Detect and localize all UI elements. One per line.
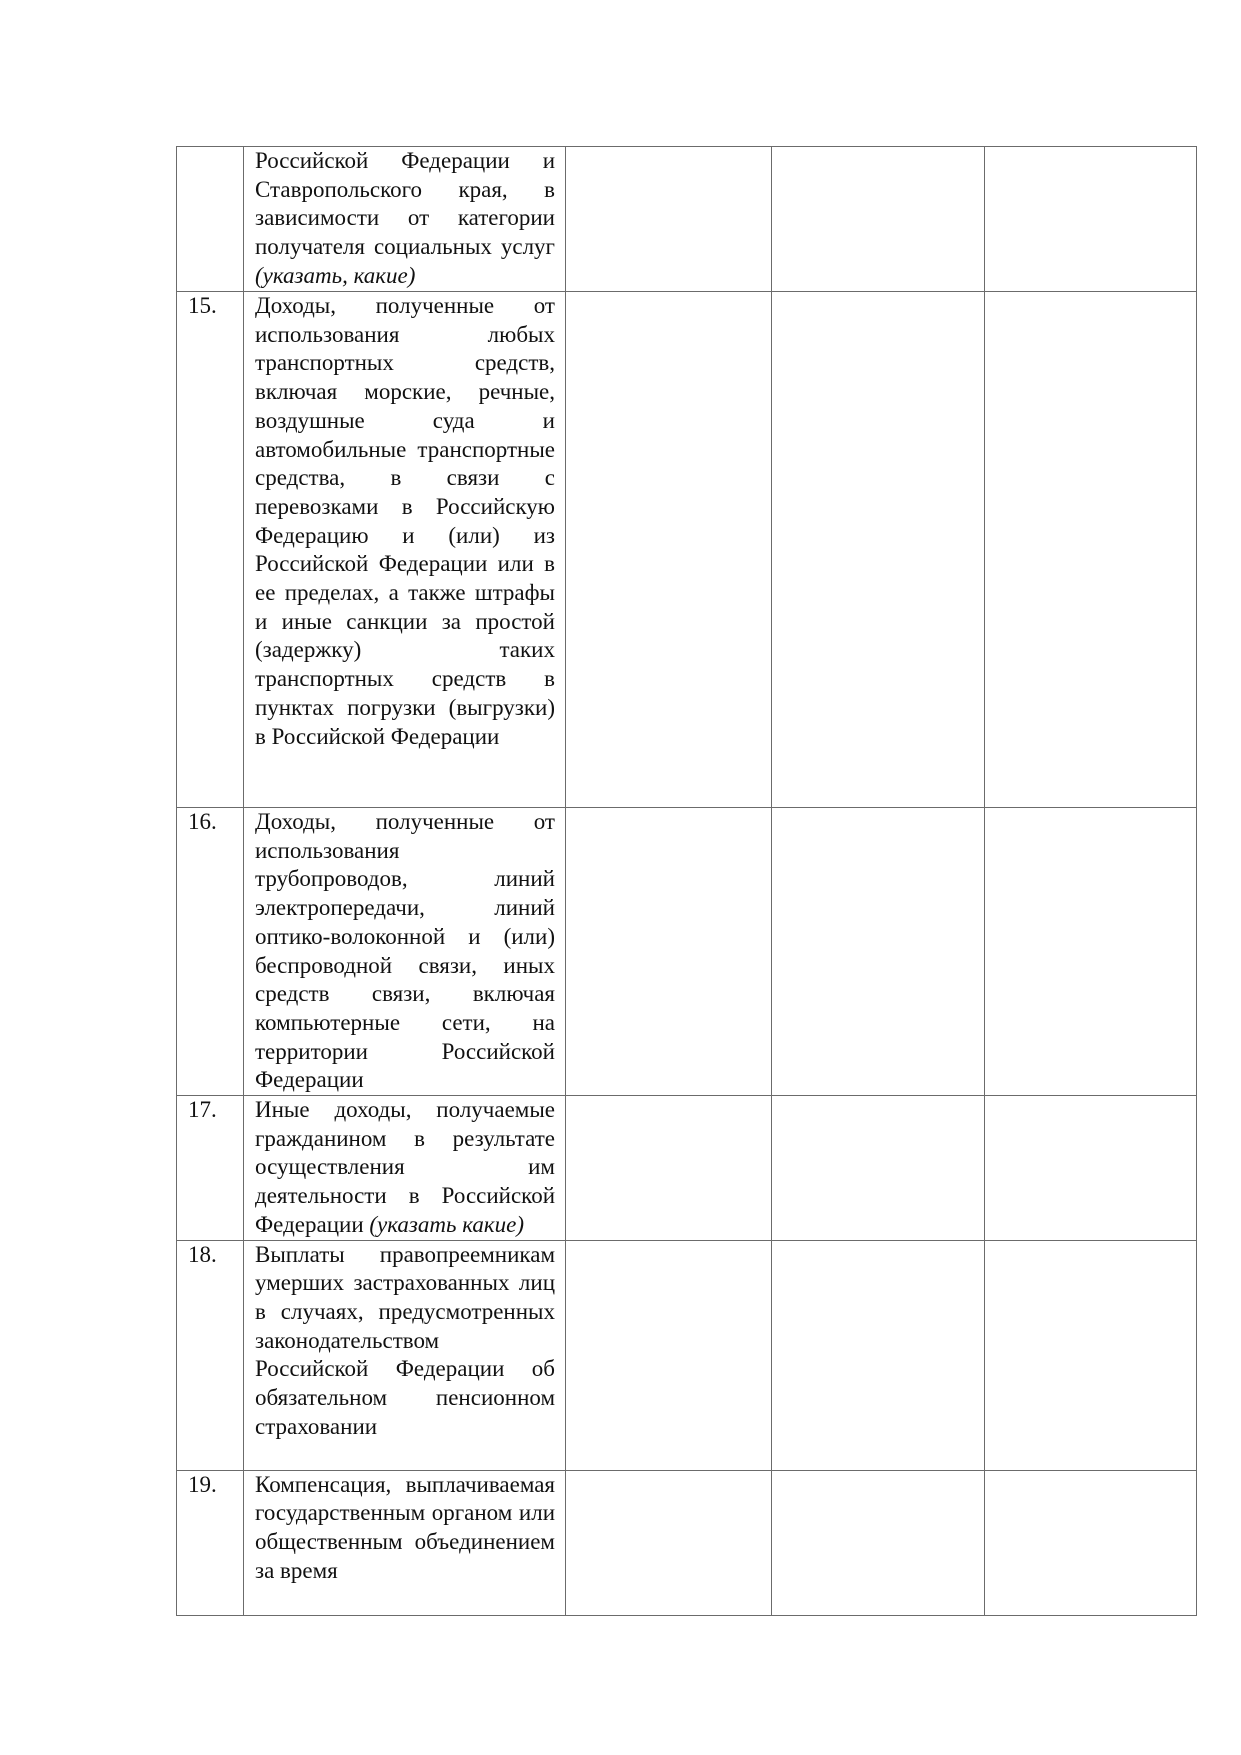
row-description <box>244 808 566 1096</box>
row-number: 15. <box>177 292 244 808</box>
row-description <box>244 147 566 292</box>
table-row <box>177 1240 1197 1470</box>
table-row <box>177 147 1197 292</box>
description-text: Доходы, полученные от использования любых транспортных средств, включая морские, речные, воздушные суда и автомобильные транспортные средства, в связи с перевозками в Российскую Федерацию и (или) из Российской Федерации или в ее пределах, а также штрафы и иные санкции за простой (задержку) таких транспортных средств в пунктах погрузки (выгрузки) в Российской Федерации <box>255 293 555 749</box>
description-note: (указать какие) <box>369 1211 525 1237</box>
description-text: Иные доходы, получаемые гражданином в результате осуществления им деятельности в Российской Федерации <box>255 1097 555 1237</box>
description-note: (указать, какие) <box>255 262 416 288</box>
description-text: Российской Федерации и Ставропольского края, в зависимости от категории получателя социальных услуг <box>255 148 555 260</box>
row-description <box>244 1096 566 1241</box>
value-cell <box>566 1240 772 1470</box>
value-cell <box>772 147 985 292</box>
value-cell <box>985 292 1197 808</box>
value-cell <box>566 808 772 1096</box>
income-table <box>176 146 1197 1616</box>
value-cell <box>772 292 985 808</box>
table-row <box>177 1096 1197 1241</box>
row-description <box>244 292 566 808</box>
description-text: Компенсация, выплачиваемая государственным органом или общественным объединением за время <box>255 1471 555 1583</box>
value-cell <box>772 1096 985 1241</box>
value-cell <box>566 292 772 808</box>
value-cell <box>772 1240 985 1470</box>
value-cell <box>566 1470 772 1615</box>
table-row <box>177 292 1197 808</box>
row-description <box>244 1240 566 1470</box>
row-description <box>244 1470 566 1615</box>
description-text: Доходы, полученные от использования трубопроводов, линий электропередачи, линий оптико-волоконной и (или) беспроводной связи, иных средств связи, включая компьютерные сети, на территории Российской Федерации <box>255 809 555 1093</box>
value-cell <box>985 147 1197 292</box>
table-row <box>177 1470 1197 1615</box>
description-text: Выплаты правопреемникам умерших застрахованных лиц в случаях, предусмотренных законодательством Российской Федерации об обязательном пенсионном страховании <box>255 1241 555 1439</box>
value-cell <box>772 1470 985 1615</box>
row-number: 16. <box>177 808 244 1096</box>
value-cell <box>566 1096 772 1241</box>
value-cell <box>985 1240 1197 1470</box>
value-cell <box>566 147 772 292</box>
value-cell <box>985 1470 1197 1615</box>
table-row <box>177 808 1197 1096</box>
row-number: 17. <box>177 1096 244 1241</box>
row-number: 19. <box>177 1470 244 1615</box>
row-number: 18. <box>177 1240 244 1470</box>
row-number <box>177 147 244 292</box>
value-cell <box>985 1096 1197 1241</box>
value-cell <box>985 808 1197 1096</box>
value-cell <box>772 808 985 1096</box>
